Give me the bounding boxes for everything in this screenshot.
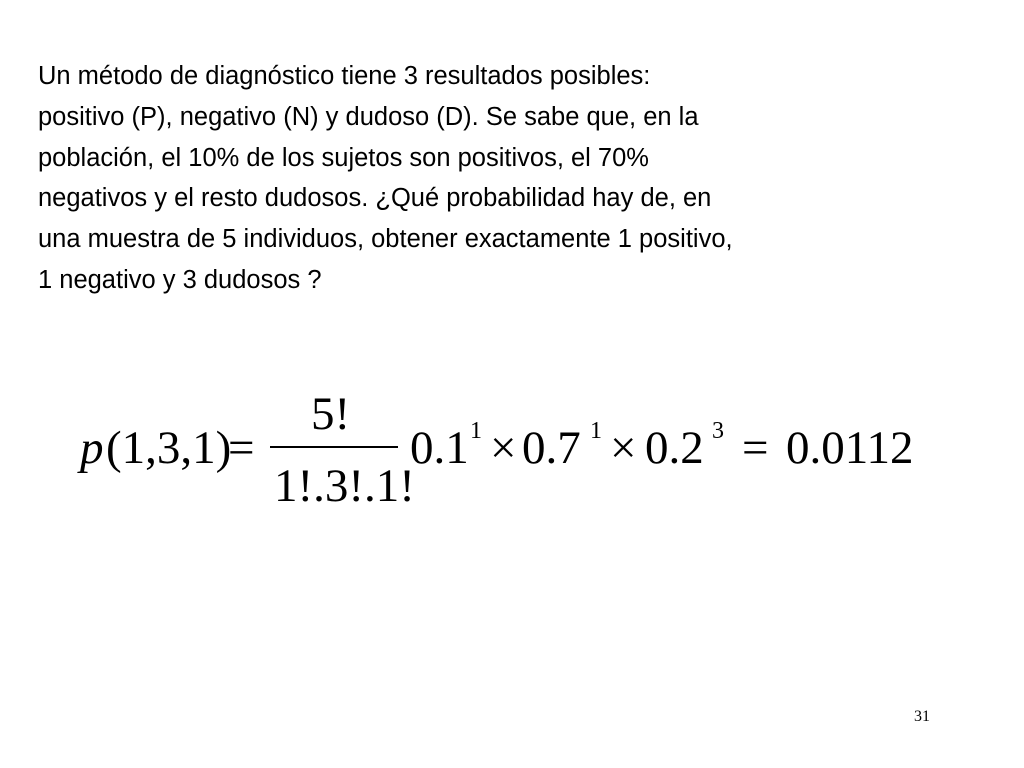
problem-line-6: 1 negativo y 3 dudosos ? — [38, 265, 322, 294]
problem-line-2: positivo (P), negativo (N) y dudoso (D). Se sabe que, en la — [38, 102, 699, 131]
formula-numerator: 5! — [311, 388, 351, 440]
formula-term-2-exponent: 1 — [590, 418, 602, 444]
formula-equals-sign-2: = — [742, 422, 769, 474]
formula-term-1-exponent: 1 — [470, 418, 482, 444]
formula-term-2-base: 0.7 — [522, 422, 581, 474]
formula-term-1-base: 0.1 — [410, 422, 469, 474]
problem-line-3: población, el 10% de los sujetos son positivos, el 70% — [38, 143, 649, 172]
problem-statement — [38, 56, 998, 301]
formula-function-name: p — [80, 422, 104, 474]
formula-term-3-exponent: 3 — [712, 418, 724, 444]
formula-denominator: 1!.3!.1! — [274, 460, 415, 512]
formula-result: 0.0112 — [786, 422, 914, 474]
formula-term-3-base: 0.2 — [645, 422, 704, 474]
formula-equals-sign: = — [228, 422, 255, 474]
problem-line-4: negativos y el resto dudosos. ¿Qué probabilidad hay de, en — [38, 184, 712, 213]
formula-times-sign-2: × — [610, 422, 637, 474]
fraction-bar — [270, 446, 398, 448]
formula-arguments: (1,3,1) — [106, 422, 232, 474]
formula-times-sign-1: × — [490, 422, 517, 474]
problem-line-1: Un método de diagnóstico tiene 3 resultados posibles: — [38, 62, 651, 90]
probability-formula — [80, 385, 960, 525]
slide-number: 31 — [914, 708, 930, 725]
problem-line-5: una muestra de 5 individuos, obtener exactamente 1 positivo, — [38, 225, 733, 254]
